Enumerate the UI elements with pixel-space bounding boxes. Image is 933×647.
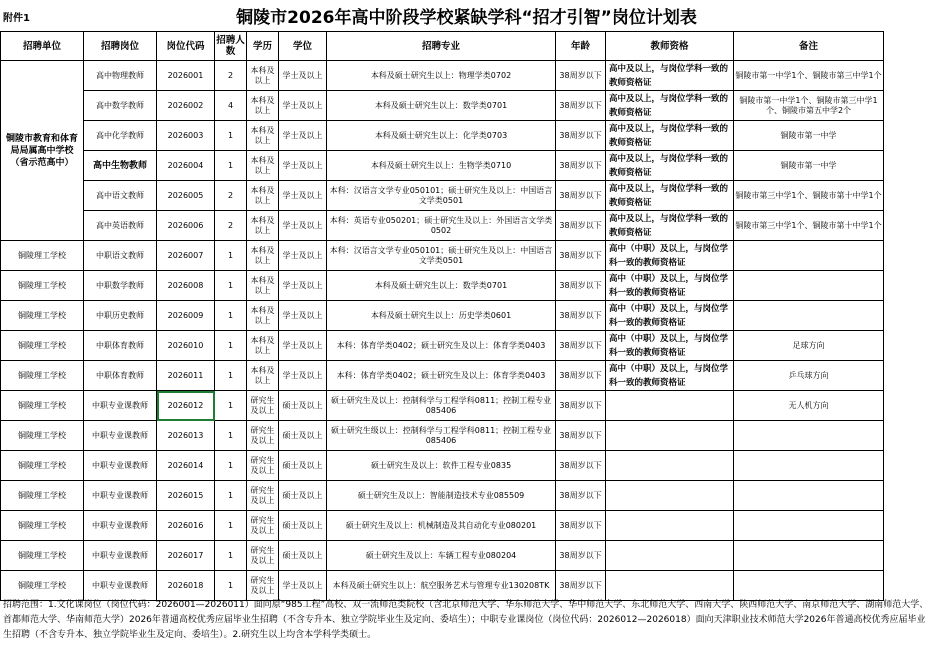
education-cell: 研究生及以上 xyxy=(247,481,279,511)
education-cell: 研究生及以上 xyxy=(247,451,279,481)
code-cell: 2026009 xyxy=(157,301,215,331)
table-row xyxy=(1,511,884,541)
position-cell: 中职体育教师 xyxy=(84,331,157,361)
position-cell: 高中生物教师 xyxy=(84,151,157,181)
table-row xyxy=(1,241,884,271)
code-cell: 2026003 xyxy=(157,121,215,151)
position-cell: 高中数学教师 xyxy=(84,91,157,121)
table-row xyxy=(1,331,884,361)
degree-cell: 硕士及以上 xyxy=(279,481,327,511)
unit-cell: 铜陵理工学校 xyxy=(1,331,84,361)
note-cell xyxy=(734,271,884,301)
count-cell: 2 xyxy=(215,181,247,211)
code-cell: 2026016 xyxy=(157,511,215,541)
education-cell: 本科及以上 xyxy=(247,121,279,151)
major-cell: 硕士研究生及以上：软件工程专业0835 xyxy=(327,451,556,481)
code-cell: 2026010 xyxy=(157,331,215,361)
age-cell: 38周岁以下 xyxy=(556,61,606,91)
code-cell: 2026007 xyxy=(157,241,215,271)
qualification-cell: 高中及以上，与岗位学科一致的教师资格证 xyxy=(606,121,734,151)
major-cell: 硕士研究生及以上：控制科学与工程学科0811；控制工程专业085406 xyxy=(327,391,556,421)
header-major: 招聘专业 xyxy=(327,32,556,61)
age-cell: 38周岁以下 xyxy=(556,511,606,541)
degree-cell: 学士及以上 xyxy=(279,301,327,331)
table-row xyxy=(1,481,884,511)
education-cell: 研究生及以上 xyxy=(247,571,279,601)
count-cell: 2 xyxy=(215,211,247,241)
position-cell: 高中物理教师 xyxy=(84,61,157,91)
table-row xyxy=(1,151,884,181)
age-cell: 38周岁以下 xyxy=(556,331,606,361)
qualification-cell: 高中及以上，与岗位学科一致的教师资格证 xyxy=(606,151,734,181)
major-cell: 硕士研究生及以上：机械制造及其自动化专业080201 xyxy=(327,511,556,541)
code-cell: 2026008 xyxy=(157,271,215,301)
position-cell: 中职专业课教师 xyxy=(84,421,157,451)
education-cell: 本科及以上 xyxy=(247,331,279,361)
unit-cell: 铜陵理工学校 xyxy=(1,391,84,421)
unit-cell: 铜陵理工学校 xyxy=(1,301,84,331)
table-row xyxy=(1,421,884,451)
table-row xyxy=(1,391,884,421)
code-cell: 2026005 xyxy=(157,181,215,211)
education-cell: 本科及以上 xyxy=(247,61,279,91)
age-cell: 38周岁以下 xyxy=(556,361,606,391)
qualification-cell: 高中及以上，与岗位学科一致的教师资格证 xyxy=(606,181,734,211)
position-cell: 中职数学教师 xyxy=(84,271,157,301)
qualification-cell xyxy=(606,511,734,541)
code-cell: 2026013 xyxy=(157,421,215,451)
education-cell: 研究生及以上 xyxy=(247,421,279,451)
header-code: 岗位代码 xyxy=(157,32,215,61)
degree-cell: 学士及以上 xyxy=(279,571,327,601)
major-cell: 本科：体育学类0402；硕士研究生及以上：体育学类0403 xyxy=(327,361,556,391)
degree-cell: 学士及以上 xyxy=(279,211,327,241)
position-cell: 高中英语教师 xyxy=(84,211,157,241)
qualification-cell xyxy=(606,541,734,571)
note-cell: 铜陵市第一中学 xyxy=(734,121,884,151)
recruitment-scope-note: 招聘范围：1.文化课岗位（岗位代码：2026001—2026011）面向原“985工程”高校、双一流师范类院校（含北京师范大学、华东师范大学、华中师范大学、东北师范大学、西南大学、陕西师范大学、南京师范大学、湖南师范大学、首都师范大学、华南师范大学）2026年普通高校优秀应届毕业生招聘（不含专升本、独立学院毕业生及定向、委培生）；中职专业课岗位（岗位代码：2026012—2026018）面向天津职业技术师范大学2026年普通高校优秀应届毕业生招聘（不含专升本、独立学院毕业生及定向、委培生）。2.研究生以上均含本学科学类硕士。 xyxy=(3,600,929,640)
header-qualification: 教师资格 xyxy=(606,32,734,61)
major-cell: 本科及硕士研究生以上：物理学类0702 xyxy=(327,61,556,91)
note-cell: 铜陵市第一中学1个、铜陵市第三中学1个 xyxy=(734,61,884,91)
code-cell: 2026002 xyxy=(157,91,215,121)
count-cell: 1 xyxy=(215,121,247,151)
note-cell xyxy=(734,541,884,571)
note-cell: 铜陵市第一中学1个、铜陵市第三中学1个、铜陵市第五中学2个 xyxy=(734,91,884,121)
table-row xyxy=(1,61,884,91)
degree-cell: 学士及以上 xyxy=(279,271,327,301)
note-cell: 铜陵市第三中学1个、铜陵市第十中学1个 xyxy=(734,181,884,211)
major-cell: 本科及硕士研究生以上：生物学类0710 xyxy=(327,151,556,181)
note-cell: 铜陵市第三中学1个、铜陵市第十中学1个 xyxy=(734,211,884,241)
note-cell xyxy=(734,511,884,541)
code-cell: 2026018 xyxy=(157,571,215,601)
count-cell: 1 xyxy=(215,331,247,361)
note-cell xyxy=(734,481,884,511)
degree-cell: 学士及以上 xyxy=(279,331,327,361)
position-cell: 中职专业课教师 xyxy=(84,511,157,541)
major-cell: 本科：汉语言文学专业050101；硕士研究生及以上：中国语言文学类0501 xyxy=(327,181,556,211)
header-age: 年龄 xyxy=(556,32,606,61)
age-cell: 38周岁以下 xyxy=(556,151,606,181)
note-cell: 乒乓球方向 xyxy=(734,361,884,391)
code-cell: 2026015 xyxy=(157,481,215,511)
degree-cell: 学士及以上 xyxy=(279,121,327,151)
qualification-cell xyxy=(606,421,734,451)
code-cell: 2026004 xyxy=(157,151,215,181)
age-cell: 38周岁以下 xyxy=(556,301,606,331)
note-cell xyxy=(734,241,884,271)
table-row xyxy=(1,211,884,241)
position-cell: 中职专业课教师 xyxy=(84,571,157,601)
position-cell: 中职体育教师 xyxy=(84,361,157,391)
education-cell: 本科及以上 xyxy=(247,301,279,331)
education-cell: 本科及以上 xyxy=(247,181,279,211)
unit-main-cell: 铜陵市教育和体育局局属高中学校（省示范高中） xyxy=(1,61,84,241)
degree-cell: 硕士及以上 xyxy=(279,541,327,571)
count-cell: 1 xyxy=(215,271,247,301)
table-row xyxy=(1,121,884,151)
unit-cell: 铜陵理工学校 xyxy=(1,511,84,541)
code-cell: 2026011 xyxy=(157,361,215,391)
position-cell: 中职专业课教师 xyxy=(84,391,157,421)
count-cell: 4 xyxy=(215,91,247,121)
major-cell: 硕士研究生及以上：车辆工程专业080204 xyxy=(327,541,556,571)
degree-cell: 学士及以上 xyxy=(279,181,327,211)
age-cell: 38周岁以下 xyxy=(556,571,606,601)
code-cell: 2026012 xyxy=(157,391,215,421)
page-title: 铜陵市2026年高中阶段学校紧缺学科“招才引智”岗位计划表 xyxy=(236,8,697,28)
degree-cell: 学士及以上 xyxy=(279,151,327,181)
count-cell: 1 xyxy=(215,481,247,511)
education-cell: 本科及以上 xyxy=(247,91,279,121)
age-cell: 38周岁以下 xyxy=(556,241,606,271)
position-cell: 中职专业课教师 xyxy=(84,541,157,571)
unit-cell: 铜陵理工学校 xyxy=(1,571,84,601)
table-row xyxy=(1,301,884,331)
table-row xyxy=(1,271,884,301)
major-cell: 硕士研究生级以上：控制科学与工程学科0811；控制工程专业085406 xyxy=(327,421,556,451)
qualification-cell: 高中（中职）及以上，与岗位学科一致的教师资格证 xyxy=(606,241,734,271)
age-cell: 38周岁以下 xyxy=(556,541,606,571)
table-row xyxy=(1,541,884,571)
qualification-cell: 高中（中职）及以上，与岗位学科一致的教师资格证 xyxy=(606,271,734,301)
age-cell: 38周岁以下 xyxy=(556,421,606,451)
major-cell: 本科及硕士研究生以上：数学类0701 xyxy=(327,271,556,301)
major-cell: 本科及硕士研究生以上：航空服务艺术与管理专业130208TK xyxy=(327,571,556,601)
table-row xyxy=(1,91,884,121)
header-count: 招聘人数 xyxy=(215,32,247,61)
table-row xyxy=(1,181,884,211)
education-cell: 研究生及以上 xyxy=(247,511,279,541)
unit-cell: 铜陵理工学校 xyxy=(1,241,84,271)
qualification-cell: 高中及以上，与岗位学科一致的教师资格证 xyxy=(606,91,734,121)
degree-cell: 学士及以上 xyxy=(279,241,327,271)
position-cell: 中职语文教师 xyxy=(84,241,157,271)
count-cell: 1 xyxy=(215,361,247,391)
count-cell: 1 xyxy=(215,391,247,421)
table-row xyxy=(1,451,884,481)
qualification-cell: 高中及以上，与岗位学科一致的教师资格证 xyxy=(606,211,734,241)
degree-cell: 硕士及以上 xyxy=(279,391,327,421)
count-cell: 1 xyxy=(215,451,247,481)
age-cell: 38周岁以下 xyxy=(556,211,606,241)
education-cell: 本科及以上 xyxy=(247,271,279,301)
age-cell: 38周岁以下 xyxy=(556,181,606,211)
count-cell: 1 xyxy=(215,151,247,181)
table-row xyxy=(1,571,884,601)
count-cell: 1 xyxy=(215,421,247,451)
note-cell xyxy=(734,571,884,601)
note-cell: 铜陵市第一中学 xyxy=(734,151,884,181)
degree-cell: 硕士及以上 xyxy=(279,451,327,481)
degree-cell: 硕士及以上 xyxy=(279,511,327,541)
education-cell: 研究生及以上 xyxy=(247,541,279,571)
qualification-cell xyxy=(606,451,734,481)
count-cell: 1 xyxy=(215,511,247,541)
qualification-cell xyxy=(606,391,734,421)
unit-cell: 铜陵理工学校 xyxy=(1,481,84,511)
unit-cell: 铜陵理工学校 xyxy=(1,541,84,571)
major-cell: 本科及硕士研究生以上：化学类0703 xyxy=(327,121,556,151)
degree-cell: 学士及以上 xyxy=(279,61,327,91)
note-cell xyxy=(734,301,884,331)
count-cell: 1 xyxy=(215,241,247,271)
degree-cell: 硕士及以上 xyxy=(279,421,327,451)
age-cell: 38周岁以下 xyxy=(556,391,606,421)
header-degree: 学位 xyxy=(279,32,327,61)
position-cell: 高中语文教师 xyxy=(84,181,157,211)
code-cell: 2026006 xyxy=(157,211,215,241)
note-cell xyxy=(734,451,884,481)
major-cell: 硕士研究生及以上：智能制造技术专业085509 xyxy=(327,481,556,511)
code-cell: 2026001 xyxy=(157,61,215,91)
age-cell: 38周岁以下 xyxy=(556,91,606,121)
degree-cell: 学士及以上 xyxy=(279,361,327,391)
age-cell: 38周岁以下 xyxy=(556,271,606,301)
count-cell: 2 xyxy=(215,61,247,91)
education-cell: 本科及以上 xyxy=(247,211,279,241)
note-cell xyxy=(734,421,884,451)
unit-cell: 铜陵理工学校 xyxy=(1,271,84,301)
header-row xyxy=(1,32,884,61)
note-cell: 无人机方向 xyxy=(734,391,884,421)
code-cell: 2026017 xyxy=(157,541,215,571)
education-cell: 本科及以上 xyxy=(247,361,279,391)
major-cell: 本科及硕士研究生以上：数学类0701 xyxy=(327,91,556,121)
position-cell: 中职专业课教师 xyxy=(84,481,157,511)
unit-cell: 铜陵理工学校 xyxy=(1,451,84,481)
education-cell: 本科及以上 xyxy=(247,151,279,181)
position-cell: 中职专业课教师 xyxy=(84,451,157,481)
count-cell: 1 xyxy=(215,571,247,601)
count-cell: 1 xyxy=(215,301,247,331)
qualification-cell: 高中（中职）及以上，与岗位学科一致的教师资格证 xyxy=(606,361,734,391)
header-education: 学历 xyxy=(247,32,279,61)
header-position: 招聘岗位 xyxy=(84,32,157,61)
unit-cell: 铜陵理工学校 xyxy=(1,361,84,391)
qualification-cell: 高中及以上，与岗位学科一致的教师资格证 xyxy=(606,61,734,91)
note-cell: 足球方向 xyxy=(734,331,884,361)
table-row xyxy=(1,361,884,391)
unit-cell: 铜陵理工学校 xyxy=(1,421,84,451)
major-cell: 本科：英语专业050201；硕士研究生及以上：外国语言文学类0502 xyxy=(327,211,556,241)
education-cell: 本科及以上 xyxy=(247,241,279,271)
major-cell: 本科：体育学类0402；硕士研究生及以上：体育学类0403 xyxy=(327,331,556,361)
header-note: 备注 xyxy=(734,32,884,61)
qualification-cell: 高中（中职）及以上，与岗位学科一致的教师资格证 xyxy=(606,301,734,331)
qualification-cell xyxy=(606,571,734,601)
code-cell: 2026014 xyxy=(157,451,215,481)
attachment-label: 附件1 xyxy=(3,13,30,24)
age-cell: 38周岁以下 xyxy=(556,481,606,511)
recruitment-table xyxy=(0,31,884,601)
position-cell: 中职历史教师 xyxy=(84,301,157,331)
position-cell: 高中化学教师 xyxy=(84,121,157,151)
major-cell: 本科及硕士研究生以上：历史学类0601 xyxy=(327,301,556,331)
qualification-cell xyxy=(606,481,734,511)
degree-cell: 学士及以上 xyxy=(279,91,327,121)
age-cell: 38周岁以下 xyxy=(556,121,606,151)
education-cell: 研究生及以上 xyxy=(247,391,279,421)
header-unit: 招聘单位 xyxy=(1,32,84,61)
major-cell: 本科：汉语言文学专业050101；硕士研究生及以上：中国语言文学类0501 xyxy=(327,241,556,271)
qualification-cell: 高中（中职）及以上，与岗位学科一致的教师资格证 xyxy=(606,331,734,361)
count-cell: 1 xyxy=(215,541,247,571)
age-cell: 38周岁以下 xyxy=(556,451,606,481)
